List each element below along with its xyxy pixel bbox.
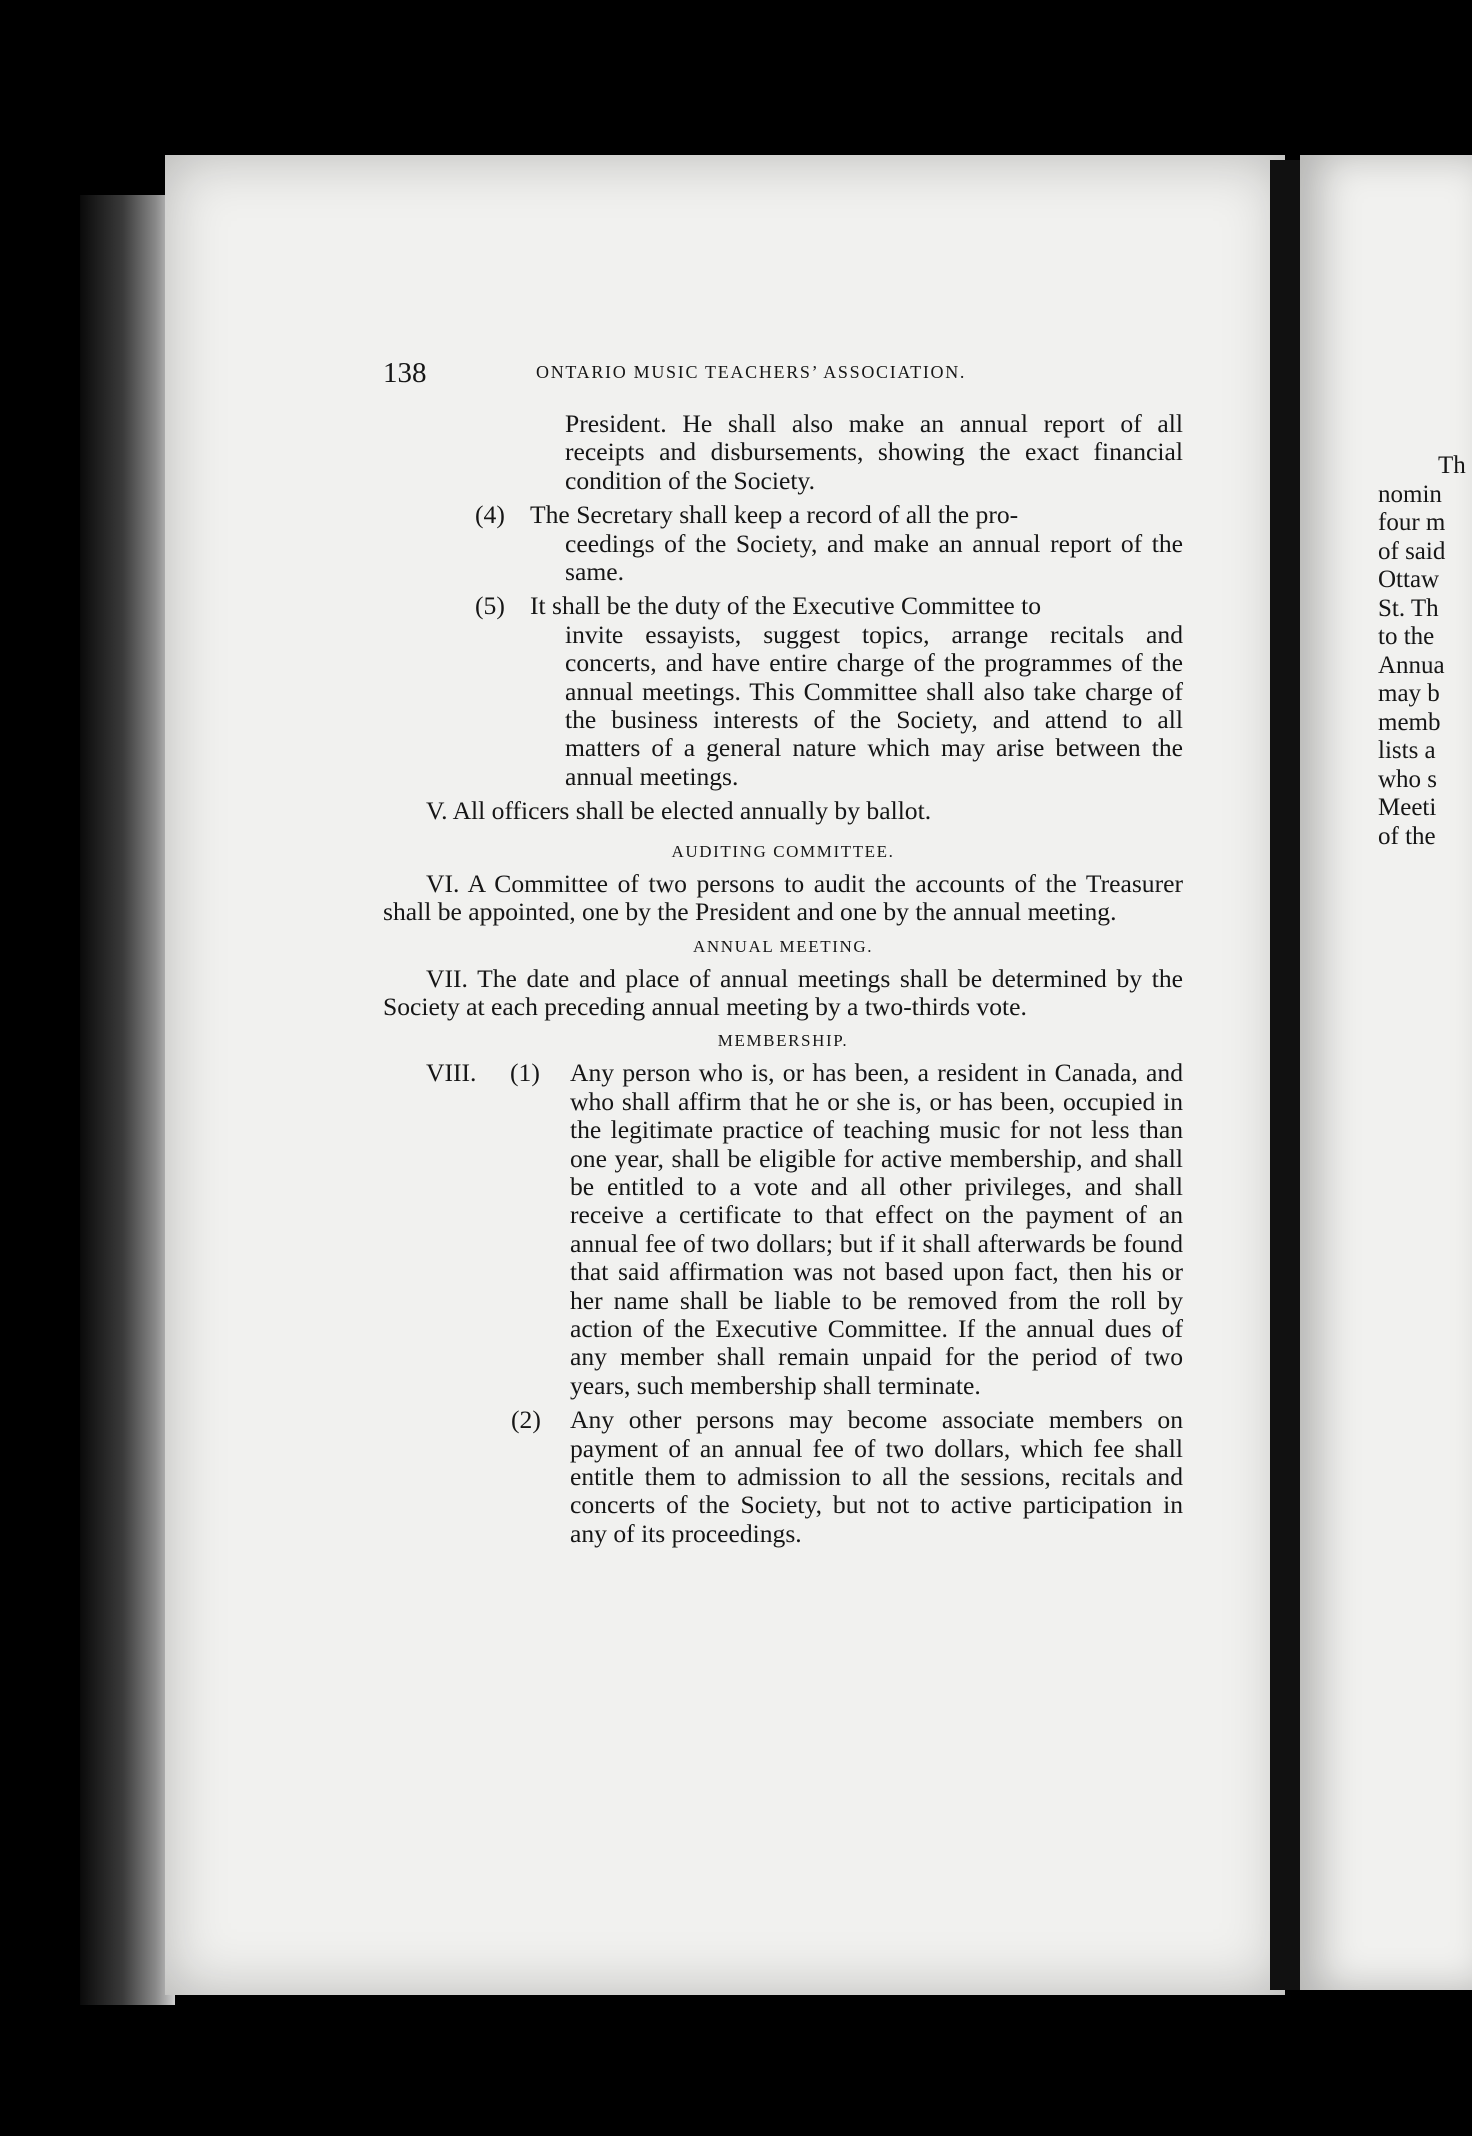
running-title: ONTARIO MUSIC TEACHERS’ ASSOCIATION. — [536, 362, 967, 382]
item-text-first-line: It shall be the duty of the Executive Committee to — [530, 591, 1042, 621]
right-line: of the — [1378, 822, 1436, 850]
right-line: who s — [1378, 765, 1438, 793]
right-line: four m — [1378, 509, 1446, 536]
right-line: of said — [1378, 537, 1446, 565]
item-text-first-line: The Secretary shall keep a record of all the pro- — [530, 500, 1019, 530]
article-6: VI. A Committee of two persons to audit the accounts of the Treasurer shall be appointed, one by the President and one by the annual meeting. — [383, 868, 1183, 927]
item-label: (2) — [511, 1405, 541, 1435]
book-spine-shadow — [80, 195, 175, 2005]
right-line: memb — [1378, 708, 1441, 736]
paragraph-president-duties: President. He shall also make an annual report of all receipts and disbursements, showing the exact financial condition of the Society. — [565, 409, 1183, 495]
article-5: V. All officers shall be elected annually by ballot. — [426, 796, 932, 826]
item-label: (4) — [475, 500, 505, 530]
heading-annual-meeting: ANNUAL MEETING. — [692, 936, 874, 956]
right-page-text-fragments — [1378, 452, 1472, 851]
right-line: Th — [1438, 452, 1466, 479]
right-line: St. Th — [1378, 594, 1439, 622]
right-line: Annua — [1378, 651, 1445, 679]
item-5-executive-committee — [383, 592, 1183, 791]
article-label: VIII. — [426, 1058, 477, 1088]
right-line: lists a — [1378, 737, 1436, 764]
right-line: may b — [1378, 680, 1440, 707]
item-label: (1) — [510, 1058, 540, 1088]
right-page — [1300, 155, 1472, 1990]
item-text: Any person who is, or has been, a resident in Canada, and who shall affirm that he or she is, or has been, occupied in the legitimate practice of teaching music for not less than one year, shall be eligible for active membership, and shall be entitled to a vote and all other privileges, and shall receive a certificate to that effect on the payment of an annual fee of two dollars; but if it shall afterwards be found that said affirmation was not based upon fact, then his or her name shall be liable to be removed from the roll by action of the Executive Committee. If the annual dues of any member shall remain unpaid for the period of two years, such membership shall terminate. — [570, 1058, 1183, 1400]
heading-membership: MEMBERSHIP. — [717, 1031, 849, 1051]
item-label: (5) — [475, 591, 505, 621]
item-4-secretary — [383, 501, 1183, 586]
item-text: ceedings of the Society, and make an annual report of the same. — [565, 528, 1183, 587]
page-number: 138 — [383, 357, 427, 389]
heading-auditing-committee: AUDITING COMMITTEE. — [671, 841, 895, 861]
right-line: Meeti — [1378, 794, 1437, 821]
right-line: to the — [1378, 623, 1435, 650]
right-line: nomin — [1378, 480, 1442, 508]
article-7: VII. The date and place of annual meetings shall be determined by the Society at each preceding annual meeting by a two-thirds vote. — [383, 963, 1183, 1021]
running-head — [383, 357, 1183, 387]
item-text: invite essayists, suggest topics, arrange recitals and concerts, and have entire charge of the programmes of the annual meetings. This Committee shall also take charge of the business interests of the Society, and attend to all matters of a general nature which may arise between the annual meetings. — [565, 619, 1183, 791]
page-body — [383, 410, 1183, 1548]
article-8-item-2 — [383, 1406, 1183, 1548]
page-gutter — [1270, 160, 1300, 1990]
item-text: Any other persons may become associate members on payment of an annual fee of two dollars, which fee shall entitle them to admission to all the sessions, recitals and concerts of the Society, but not to active participation in any of its proceedings. — [570, 1405, 1183, 1548]
right-line: Ottaw — [1378, 566, 1440, 593]
article-8-item-1 — [383, 1059, 1183, 1400]
